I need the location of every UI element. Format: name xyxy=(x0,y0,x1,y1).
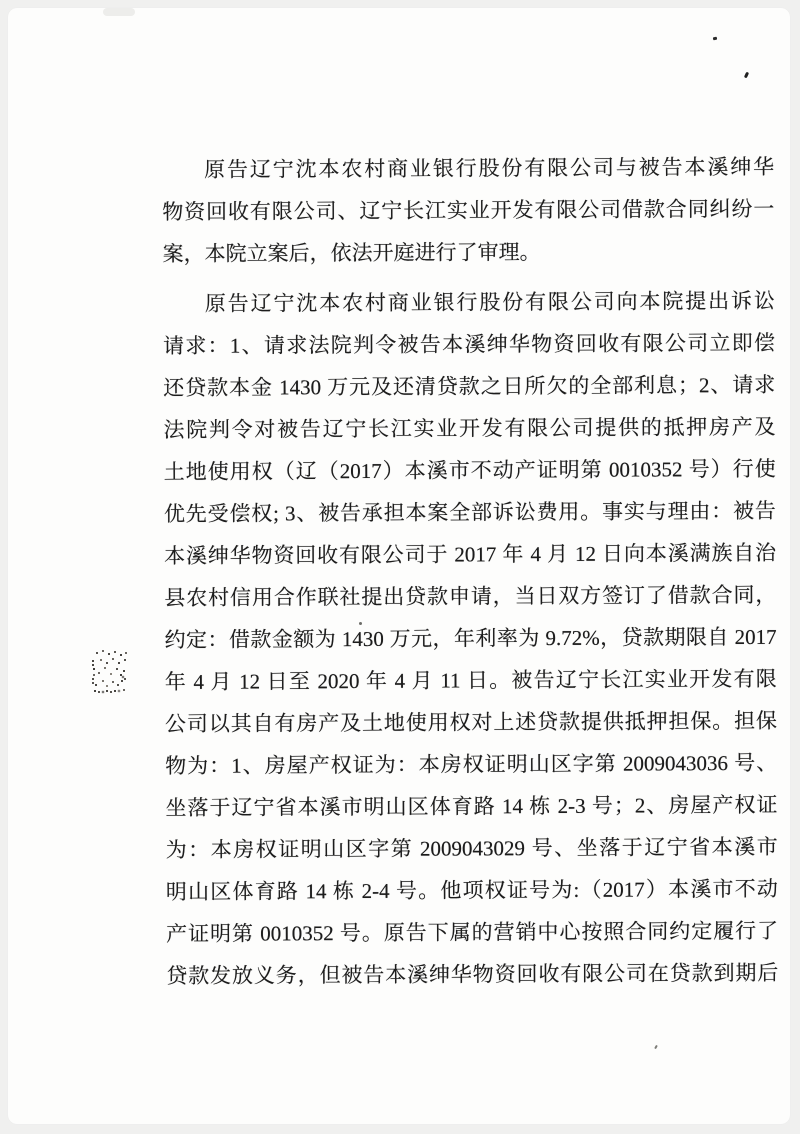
text-line-content: 原告辽宁沈本农村商业银行股份有限公司与被告本溪绅华 xyxy=(204,154,775,182)
text-line xyxy=(164,532,776,577)
text-line xyxy=(165,784,777,829)
document-text-block xyxy=(162,146,778,997)
text-line xyxy=(164,616,776,661)
text-line xyxy=(163,280,775,325)
text-line-content: 公司以其自有房产及土地使用权对上述贷款提供抵押担保。担保 xyxy=(164,708,778,736)
text-line xyxy=(165,700,777,745)
text-line-content: 约定：借款金额为 1430 万元，年利率为 9.72%，贷款期限自 2017 xyxy=(164,624,777,652)
document-page xyxy=(8,8,790,1124)
text-line-content: 土地使用权（辽（2017）本溪市不动产证明第 0010352 号）行使 xyxy=(163,456,776,484)
text-line-content: 为：本房权证明山区字第 2009043029 号、坐落于辽宁省本溪市 xyxy=(165,834,778,862)
text-line-content: 请求：1、请求法院判令被告本溪绅华物资回收有限公司立即偿 xyxy=(162,330,776,358)
text-line xyxy=(163,406,775,451)
text-line xyxy=(163,364,775,409)
text-line xyxy=(162,188,774,233)
text-line xyxy=(166,910,778,955)
scan-speck-icon xyxy=(744,72,749,79)
text-line-content: 物为：1、房屋产权证为：本房权证明山区字第 2009043036 号、 xyxy=(165,750,778,778)
scan-speck-icon xyxy=(654,1045,658,1049)
text-line-content: 坐落于辽宁省本溪市明山区体育路 14 栋 2-3 号；2、房屋产权证 xyxy=(165,792,778,820)
text-line-content: 原告辽宁沈本农村商业银行股份有限公司向本院提出诉讼 xyxy=(204,288,775,316)
text-line-content: 年 4 月 12 日至 2020 年 4 月 11 日。被告辽宁长江实业开发有限 xyxy=(164,666,777,694)
text-line xyxy=(162,146,774,191)
text-line xyxy=(162,230,774,275)
text-line-content: 县农村信用合作联社提出贷款申请，当日双方签订了借款合同， xyxy=(164,582,777,610)
text-line xyxy=(166,826,778,871)
text-line-content: 还贷款本金 1430 万元及还清贷款之日所欠的全部利息；2、请求 xyxy=(163,372,776,400)
text-line-content: 产证明第 0010352 号。原告下属的营销中心按照合同约定履行了 xyxy=(166,918,779,946)
text-line-content: 本溪绅华物资回收有限公司于 2017 年 4 月 12 日向本溪满族自治 xyxy=(164,540,777,568)
text-line xyxy=(166,952,778,997)
text-line-content: 优先受偿权; 3、被告承担本案全部诉讼费用。事实与理由：被告 xyxy=(163,498,776,526)
text-line xyxy=(166,868,778,913)
text-line xyxy=(164,448,776,493)
text-line-content: 明山区体育路 14 栋 2-4 号。他项权证号为:（2017）本溪市不动 xyxy=(165,876,778,904)
text-line-content: 法院判令对被告辽宁长江实业开发有限公司提供的抵押房产及 xyxy=(163,414,776,442)
text-line xyxy=(165,658,777,703)
ink-stamp-smudge-icon xyxy=(92,650,94,652)
text-line-content: 案，本院立案后，依法开庭进行了审理。 xyxy=(162,240,541,266)
scan-smudge-icon xyxy=(103,8,135,16)
text-line xyxy=(163,322,775,367)
text-line xyxy=(165,742,777,787)
text-line xyxy=(164,490,776,535)
scan-speck-icon xyxy=(713,37,718,41)
text-line-content: 物资回收有限公司、辽宁长江实业开发有限公司借款合同纠纷一 xyxy=(162,196,775,224)
text-line-content: 贷款发放义务，但被告本溪绅华物资回收有限公司在贷款到期后 xyxy=(166,960,779,988)
text-line xyxy=(164,574,776,619)
